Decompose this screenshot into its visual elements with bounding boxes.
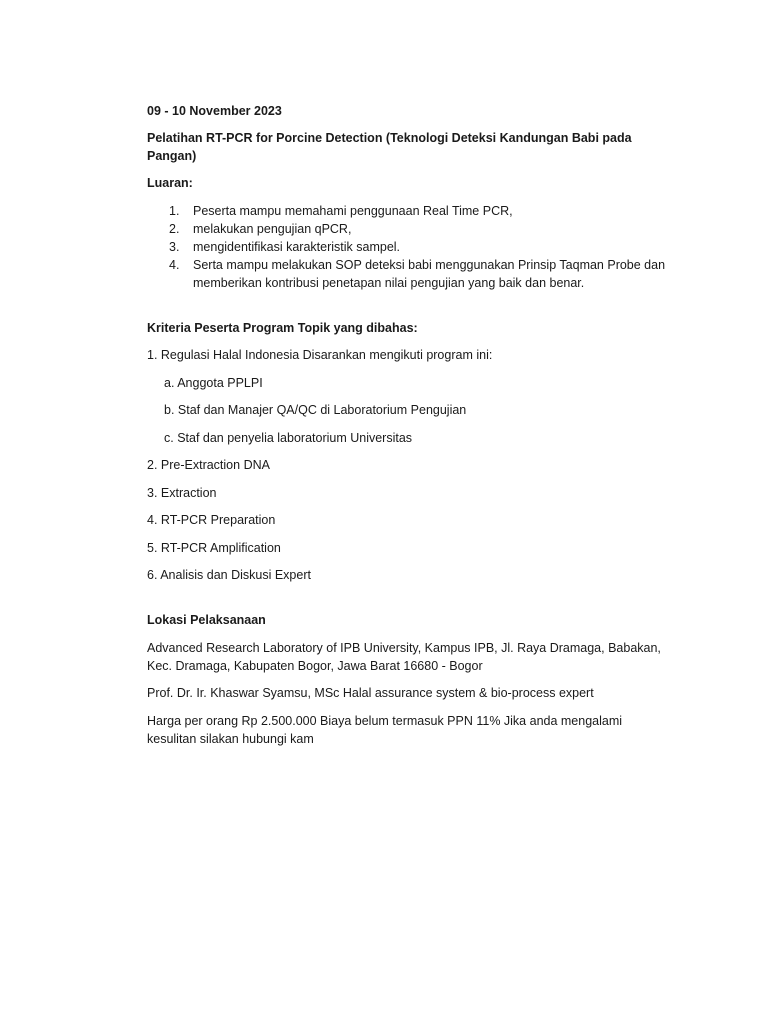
location-address: Advanced Research Laboratory of IPB University, Kampus IPB, Jl. Raya Dramaga, Babakan, Kec. Dramaga, Kabupaten Bogor, Jawa Barat 16680 - Bogor [147,640,661,673]
outcome-text: Serta mampu melakukan SOP deteksi babi menggunakan Prinsip Taqman Probe dan memberikan kontribusi penetapan nilai pengujian yang baik dan benar. [193,258,666,290]
outcome-number: 4. [169,258,180,272]
outcome-number: 1. [169,204,180,218]
outcome-text: mengidentifikasi karakteristik sampel. [193,240,401,254]
speaker-info: Prof. Dr. Ir. Khaswar Syamsu, MSc Halal assurance system & bio-process expert [147,686,594,700]
topic-item: 6. Analisis dan Diskusi Expert [147,568,311,582]
criteria-heading: Kriteria Peserta Program Topik yang dibahas: [147,321,418,335]
outcome-item [147,220,667,238]
topic-item: 2. Pre-Extraction DNA [147,458,270,472]
outcome-item [147,202,667,220]
document-body [147,102,667,757]
outcomes-heading: Luaran: [147,176,193,190]
outcomes-list [147,202,667,292]
outcome-item [147,256,667,292]
topic-item: 4. RT-PCR Preparation [147,513,276,527]
event-date: 09 - 10 November 2023 [147,104,282,118]
participant-item: a. Anggota PPLPI [164,375,263,390]
location-heading: Lokasi Pelaksanaan [147,613,266,627]
event-title: Pelatihan RT-PCR for Porcine Detection (Teknologi Deteksi Kandungan Babi pada Pangan) [147,131,632,163]
price-info: Harga per orang Rp 2.500.000 Biaya belum termasuk PPN 11% Jika anda mengalami kesulitan silakan hubungi kam [147,713,623,746]
topic-item: 3. Extraction [147,485,217,500]
participant-item: b. Staf dan Manajer QA/QC di Laboratorium Pengujian [164,403,467,417]
topic-item: 5. RT-PCR Amplification [147,540,281,555]
outcome-text: Peserta mampu memahami penggunaan Real Time PCR, [193,204,513,218]
topic-item: 1. Regulasi Halal Indonesia Disarankan mengikuti program ini: [147,348,493,362]
outcome-text: melakukan pengujian qPCR, [193,222,352,236]
outcome-item [147,238,667,256]
outcome-number: 3. [169,240,180,254]
outcome-number: 2. [169,222,180,236]
participant-item: c. Staf dan penyelia laboratorium Universitas [164,430,413,445]
